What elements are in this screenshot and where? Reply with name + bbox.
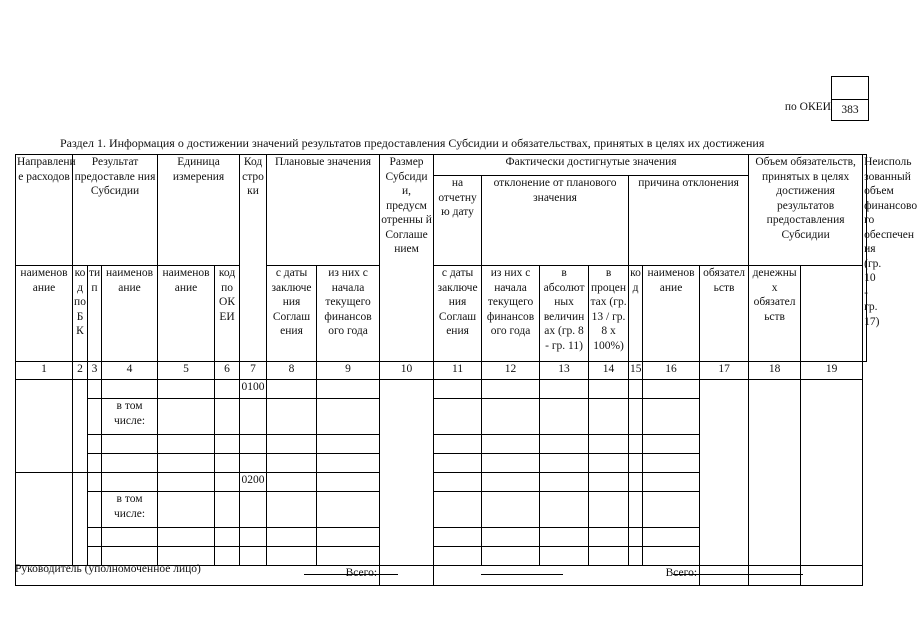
including-label: в том числе: <box>102 492 158 528</box>
signature-line <box>304 574 398 575</box>
col-result-type: ти п <box>88 266 102 362</box>
section-title: Раздел 1. Информация о достижении значений результатов предоставления Субсидии и обязательствах, принятых в целях их достижения <box>60 136 765 150</box>
including-label: в том числе: <box>102 399 158 435</box>
column-number: 8 <box>267 362 317 380</box>
column-number: 6 <box>215 362 240 380</box>
col-subsidy-size-header: Размер Субсиди и, предусм отренны й Соглаше нием <box>380 155 434 362</box>
okei-box <box>831 76 869 121</box>
col-planned-header: Плановые значения <box>267 155 380 266</box>
col-unused-header: Неисполь зованный объем финансово го обеспечен ия (гр. 10 - гр. 17) <box>863 155 867 362</box>
total-label-right: Всего: <box>434 566 700 586</box>
col-deviation-percent: в процен тах (гр. 13 / гр. 8 x 100%) <box>589 266 629 362</box>
column-number: 12 <box>482 362 540 380</box>
column-number: 13 <box>540 362 589 380</box>
column-number: 16 <box>643 362 700 380</box>
column-number: 7 <box>240 362 267 380</box>
col-volume-header: Объем обязательств, принятых в целях достижения результатов предоставления Субсидии <box>749 155 863 266</box>
signature-line <box>481 574 563 575</box>
col-deviation-absolute: в абсолют ных величин ах (гр. 8 - гр. 11) <box>540 266 589 362</box>
column-number: 17 <box>700 362 749 380</box>
col-plan-from-date: с даты заключе ния Соглаш ения <box>267 266 317 362</box>
total-label: Всего: <box>16 566 380 586</box>
col-kbk-code: ко д по Б К <box>73 266 88 362</box>
table-row <box>16 380 867 399</box>
col-direction-header: Направлени е расходов <box>16 155 73 266</box>
col-okei-code: код по ОК ЕИ <box>215 266 240 362</box>
row-code-0200: 0200 <box>240 473 267 492</box>
col-result-header: Результат предоставле ния Субсидии <box>73 155 158 266</box>
col-reason-code: ко д <box>629 266 643 362</box>
col-unit-header: Единица измерения <box>158 155 240 266</box>
col-monetary-obligations: денежны х обязател ьств <box>749 266 801 362</box>
col-row-code-header: Код стро ки <box>240 155 267 362</box>
col-deviation-header: отклонение от планового значения <box>482 176 629 266</box>
column-number: 4 <box>102 362 158 380</box>
col-reason-name: наименов ание <box>643 266 700 362</box>
column-number: 9 <box>317 362 380 380</box>
col-direction-name: наименов ание <box>16 266 73 362</box>
column-number: 10 <box>380 362 434 380</box>
column-number: 11 <box>434 362 482 380</box>
col-actual-from-date: с даты заключе ния Соглаш ения <box>434 266 482 362</box>
okei-value: 383 <box>841 104 859 116</box>
signature-label: Руководитель (уполномоченное лицо) <box>15 563 201 575</box>
col-result-name: наименов ание <box>102 266 158 362</box>
row-code-0100: 0100 <box>240 380 267 399</box>
column-number: 14 <box>589 362 629 380</box>
col-unit-name: наименов ание <box>158 266 215 362</box>
col-obligations: обязател ьств <box>700 266 749 362</box>
signature-line <box>673 574 803 575</box>
col-reason-header: причина отклонения <box>629 176 749 266</box>
column-number: 19 <box>801 362 863 380</box>
col-plan-from-year: из них с начала текущего финансов ого года <box>317 266 380 362</box>
col-at-report-date-header: на отчетну ю дату <box>434 176 482 266</box>
col-actual-header: Фактически достигнутые значения <box>434 155 749 176</box>
column-number: 18 <box>749 362 801 380</box>
column-number: 1 <box>16 362 73 380</box>
col-actual-from-year: из них с начала текущего финансов ого года <box>482 266 540 362</box>
okei-label: по ОКЕИ <box>784 101 831 113</box>
column-numbers-row <box>16 362 867 380</box>
report-table <box>15 154 917 586</box>
subsidy-size-cell <box>380 380 434 566</box>
column-number: 3 <box>88 362 102 380</box>
column-number: 5 <box>158 362 215 380</box>
column-number: 2 <box>73 362 88 380</box>
column-number: 15 <box>629 362 643 380</box>
